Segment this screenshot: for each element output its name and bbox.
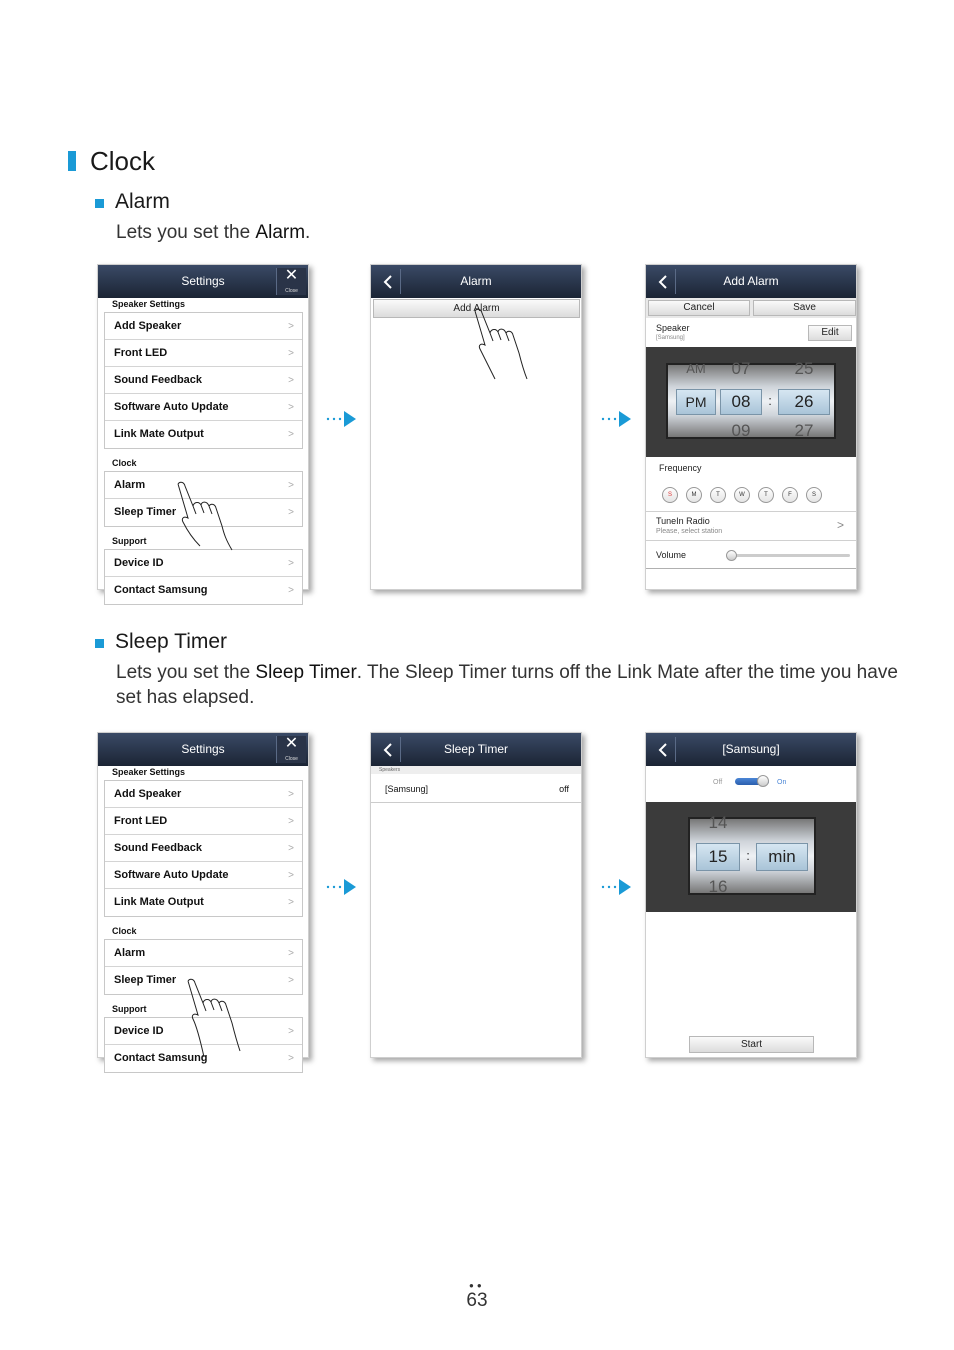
chevron-right-icon: > — [288, 1053, 294, 1064]
chevron-right-icon: > — [288, 789, 294, 800]
chevron-right-icon: > — [288, 948, 294, 959]
sleep-timer-description — [116, 660, 898, 710]
speakers-label: Speakers — [371, 766, 581, 774]
page-dots: ●● — [469, 1281, 485, 1290]
alarm-desc-end: . — [305, 222, 311, 243]
chevron-right-icon: > — [288, 870, 294, 881]
settings-item-add-speaker[interactable] — [105, 781, 302, 808]
speaker-settings-label: Speaker Settings — [112, 767, 186, 777]
settings-item-link-mate-output[interactable] — [105, 889, 302, 916]
hand-pointer-icon — [184, 977, 246, 1057]
settings-screen-alarm — [97, 264, 309, 596]
item-label: Add Speaker — [114, 788, 182, 800]
bullet-square-icon — [95, 639, 104, 648]
close-button[interactable] — [276, 736, 306, 763]
settings-screen-sleep — [97, 732, 309, 1064]
support-group — [104, 549, 303, 605]
item-label: Alarm — [114, 479, 146, 491]
toggle-off-label: Off — [713, 779, 723, 786]
chevron-right-icon: > — [288, 975, 294, 986]
arrow-right-icon — [601, 877, 635, 897]
screen-title: Sleep Timer — [443, 742, 509, 756]
settings-item-contact[interactable] — [105, 577, 302, 604]
close-button[interactable] — [276, 268, 306, 295]
day-toggle-tue[interactable]: T — [710, 487, 726, 503]
settings-item-alarm[interactable] — [105, 940, 302, 967]
titlebar — [98, 265, 308, 298]
volume-label: Volume — [656, 550, 687, 560]
clock-label: Clock — [112, 926, 137, 936]
item-label: Link Mate Output — [114, 896, 204, 908]
section-title: Clock — [90, 146, 156, 176]
tunein-row[interactable] — [646, 511, 856, 541]
settings-item-sound-feedback[interactable] — [105, 835, 302, 862]
alarm-desc-text: Lets you set the — [116, 222, 256, 243]
speaker-value: [Samsung] — [656, 335, 685, 341]
item-label: Device ID — [114, 557, 164, 569]
screen-title: Add Alarm — [723, 274, 779, 288]
close-label: Close — [285, 288, 298, 294]
save-button[interactable]: Save — [753, 300, 856, 316]
settings-item-software-update[interactable] — [105, 862, 302, 889]
chevron-right-icon: > — [836, 518, 844, 532]
day-toggle-mon[interactable]: M — [686, 487, 702, 503]
support-label: Support — [112, 536, 147, 546]
screen-title: Alarm — [460, 274, 492, 288]
minutes-next: 16 — [708, 877, 728, 896]
chevron-right-icon: > — [288, 897, 294, 908]
hour-next: 09 — [731, 421, 751, 440]
chevron-right-icon: > — [288, 816, 294, 827]
speaker-settings-group — [104, 312, 303, 449]
minute-prev: 25 — [794, 359, 814, 378]
item-label: Contact Samsung — [114, 1052, 208, 1064]
titlebar — [98, 733, 308, 766]
day-toggle-thu[interactable]: T — [758, 487, 774, 503]
speaker-state: off — [559, 784, 569, 794]
day-toggle-wed[interactable]: W — [734, 487, 750, 503]
cancel-button[interactable]: Cancel — [648, 300, 750, 316]
time-wheel[interactable] — [666, 359, 836, 440]
chevron-right-icon: > — [288, 558, 294, 569]
chevron-right-icon: > — [288, 507, 294, 518]
time-separator: : — [768, 393, 772, 408]
speaker-settings-label: Speaker Settings — [112, 299, 186, 309]
clock-label: Clock — [112, 458, 137, 468]
item-label: Link Mate Output — [114, 428, 204, 440]
item-label: Front LED — [114, 815, 168, 827]
page-number: 63 — [466, 1290, 488, 1311]
timer-wheel[interactable] — [688, 813, 816, 896]
item-label: Sound Feedback — [114, 374, 203, 386]
item-label: Add Speaker — [114, 320, 182, 332]
hand-pointer-icon — [174, 480, 236, 552]
screen-title: Settings — [181, 274, 225, 288]
section-accent-bar — [68, 151, 76, 171]
minutes-selected: 15 — [696, 843, 740, 871]
titlebar — [371, 733, 581, 766]
chevron-right-icon: > — [288, 348, 294, 359]
sleep-timer-screen — [370, 732, 582, 1058]
item-label: Software Auto Update — [114, 401, 229, 413]
toggle-on-label: On — [777, 779, 787, 786]
chevron-right-icon: > — [288, 585, 294, 596]
alarm-screen — [370, 264, 582, 590]
sleep-desc-bold: Sleep Timer — [255, 662, 357, 683]
timer-separator: : — [746, 848, 750, 863]
sleep-desc-end: . The Sleep Timer turns off the Link Mate after the time you have — [356, 662, 898, 683]
settings-item-add-speaker[interactable] — [105, 313, 302, 340]
item-label: Software Auto Update — [114, 869, 229, 881]
minute-selected: 26 — [778, 389, 830, 415]
sleep-desc-text: Lets you set the — [116, 662, 256, 683]
hour-selected: 08 — [720, 389, 762, 415]
screen-title: Settings — [181, 742, 225, 756]
item-label: Contact Samsung — [114, 584, 208, 596]
minute-next: 27 — [794, 421, 814, 440]
speaker-timer-screen — [645, 732, 857, 1058]
arrow-right-icon — [326, 877, 360, 897]
chevron-right-icon: > — [288, 402, 294, 413]
close-icon: ✕ — [284, 735, 299, 752]
add-alarm-button[interactable]: Add Alarm — [373, 299, 580, 318]
item-label: Sleep Timer — [114, 506, 177, 518]
timer-unit: min — [756, 843, 808, 871]
tunein-sub: Please, select station — [656, 528, 723, 535]
item-label: Sound Feedback — [114, 842, 203, 854]
item-label: Alarm — [114, 947, 146, 959]
item-label: Device ID — [114, 1025, 164, 1037]
volume-slider-thumb[interactable] — [726, 550, 737, 561]
settings-item-device-id[interactable] — [105, 550, 302, 577]
hand-pointer-icon — [471, 307, 533, 383]
chevron-right-icon: > — [288, 1026, 294, 1037]
arrow-right-icon — [326, 409, 360, 429]
day-toggle-sun[interactable]: S — [662, 487, 678, 503]
chevron-right-icon: > — [288, 480, 294, 491]
edit-button[interactable]: Edit — [808, 325, 852, 341]
arrow-right-icon — [601, 409, 635, 429]
chevron-right-icon: > — [288, 375, 294, 386]
item-label: Front LED — [114, 347, 168, 359]
start-button[interactable]: Start — [689, 1036, 814, 1053]
timer-picker — [646, 802, 856, 912]
close-label: Close — [285, 756, 298, 762]
volume-row — [646, 541, 856, 569]
settings-item-software-update[interactable] — [105, 394, 302, 421]
chevron-right-icon: > — [288, 321, 294, 332]
hour-prev: 07 — [731, 359, 751, 378]
settings-item-front-led[interactable] — [105, 340, 302, 367]
settings-item-link-mate-output[interactable] — [105, 421, 302, 448]
titlebar — [371, 265, 581, 298]
alarm-heading: Alarm — [115, 190, 170, 213]
alarm-desc-bold: Alarm — [255, 222, 306, 243]
chevron-right-icon: > — [288, 843, 294, 854]
ampm-prev: AM — [686, 361, 706, 376]
bullet-square-icon — [95, 199, 104, 208]
add-alarm-screen — [645, 264, 857, 590]
day-toggle-sat[interactable]: S — [806, 487, 822, 503]
frequency-label: Frequency — [659, 463, 702, 473]
minutes-prev: 14 — [708, 813, 728, 832]
chevron-right-icon: > — [288, 429, 294, 440]
speaker-label: Speaker — [656, 323, 690, 333]
screen-title: [Samsung] — [722, 742, 780, 756]
support-label: Support — [112, 1004, 147, 1014]
speaker-name: [Samsung] — [385, 784, 429, 794]
ampm-selected: PM — [676, 389, 716, 415]
speaker-settings-group — [104, 780, 303, 917]
speaker-row[interactable] — [371, 774, 581, 803]
titlebar — [646, 265, 856, 298]
action-bar — [646, 298, 856, 318]
day-toggle-fri[interactable]: F — [782, 487, 798, 503]
timer-toggle-thumb[interactable] — [757, 775, 769, 787]
titlebar — [646, 733, 856, 766]
time-picker — [646, 347, 856, 457]
sleep-timer-heading: Sleep Timer — [115, 630, 228, 653]
item-label: Sleep Timer — [114, 974, 177, 986]
settings-item-front-led[interactable] — [105, 808, 302, 835]
volume-slider[interactable] — [728, 554, 850, 557]
close-icon: ✕ — [284, 267, 299, 284]
tunein-label: TuneIn Radio — [656, 516, 710, 526]
alarm-description — [116, 220, 310, 245]
sleep-desc-line2: set has elapsed. — [116, 687, 255, 708]
settings-item-sound-feedback[interactable] — [105, 367, 302, 394]
